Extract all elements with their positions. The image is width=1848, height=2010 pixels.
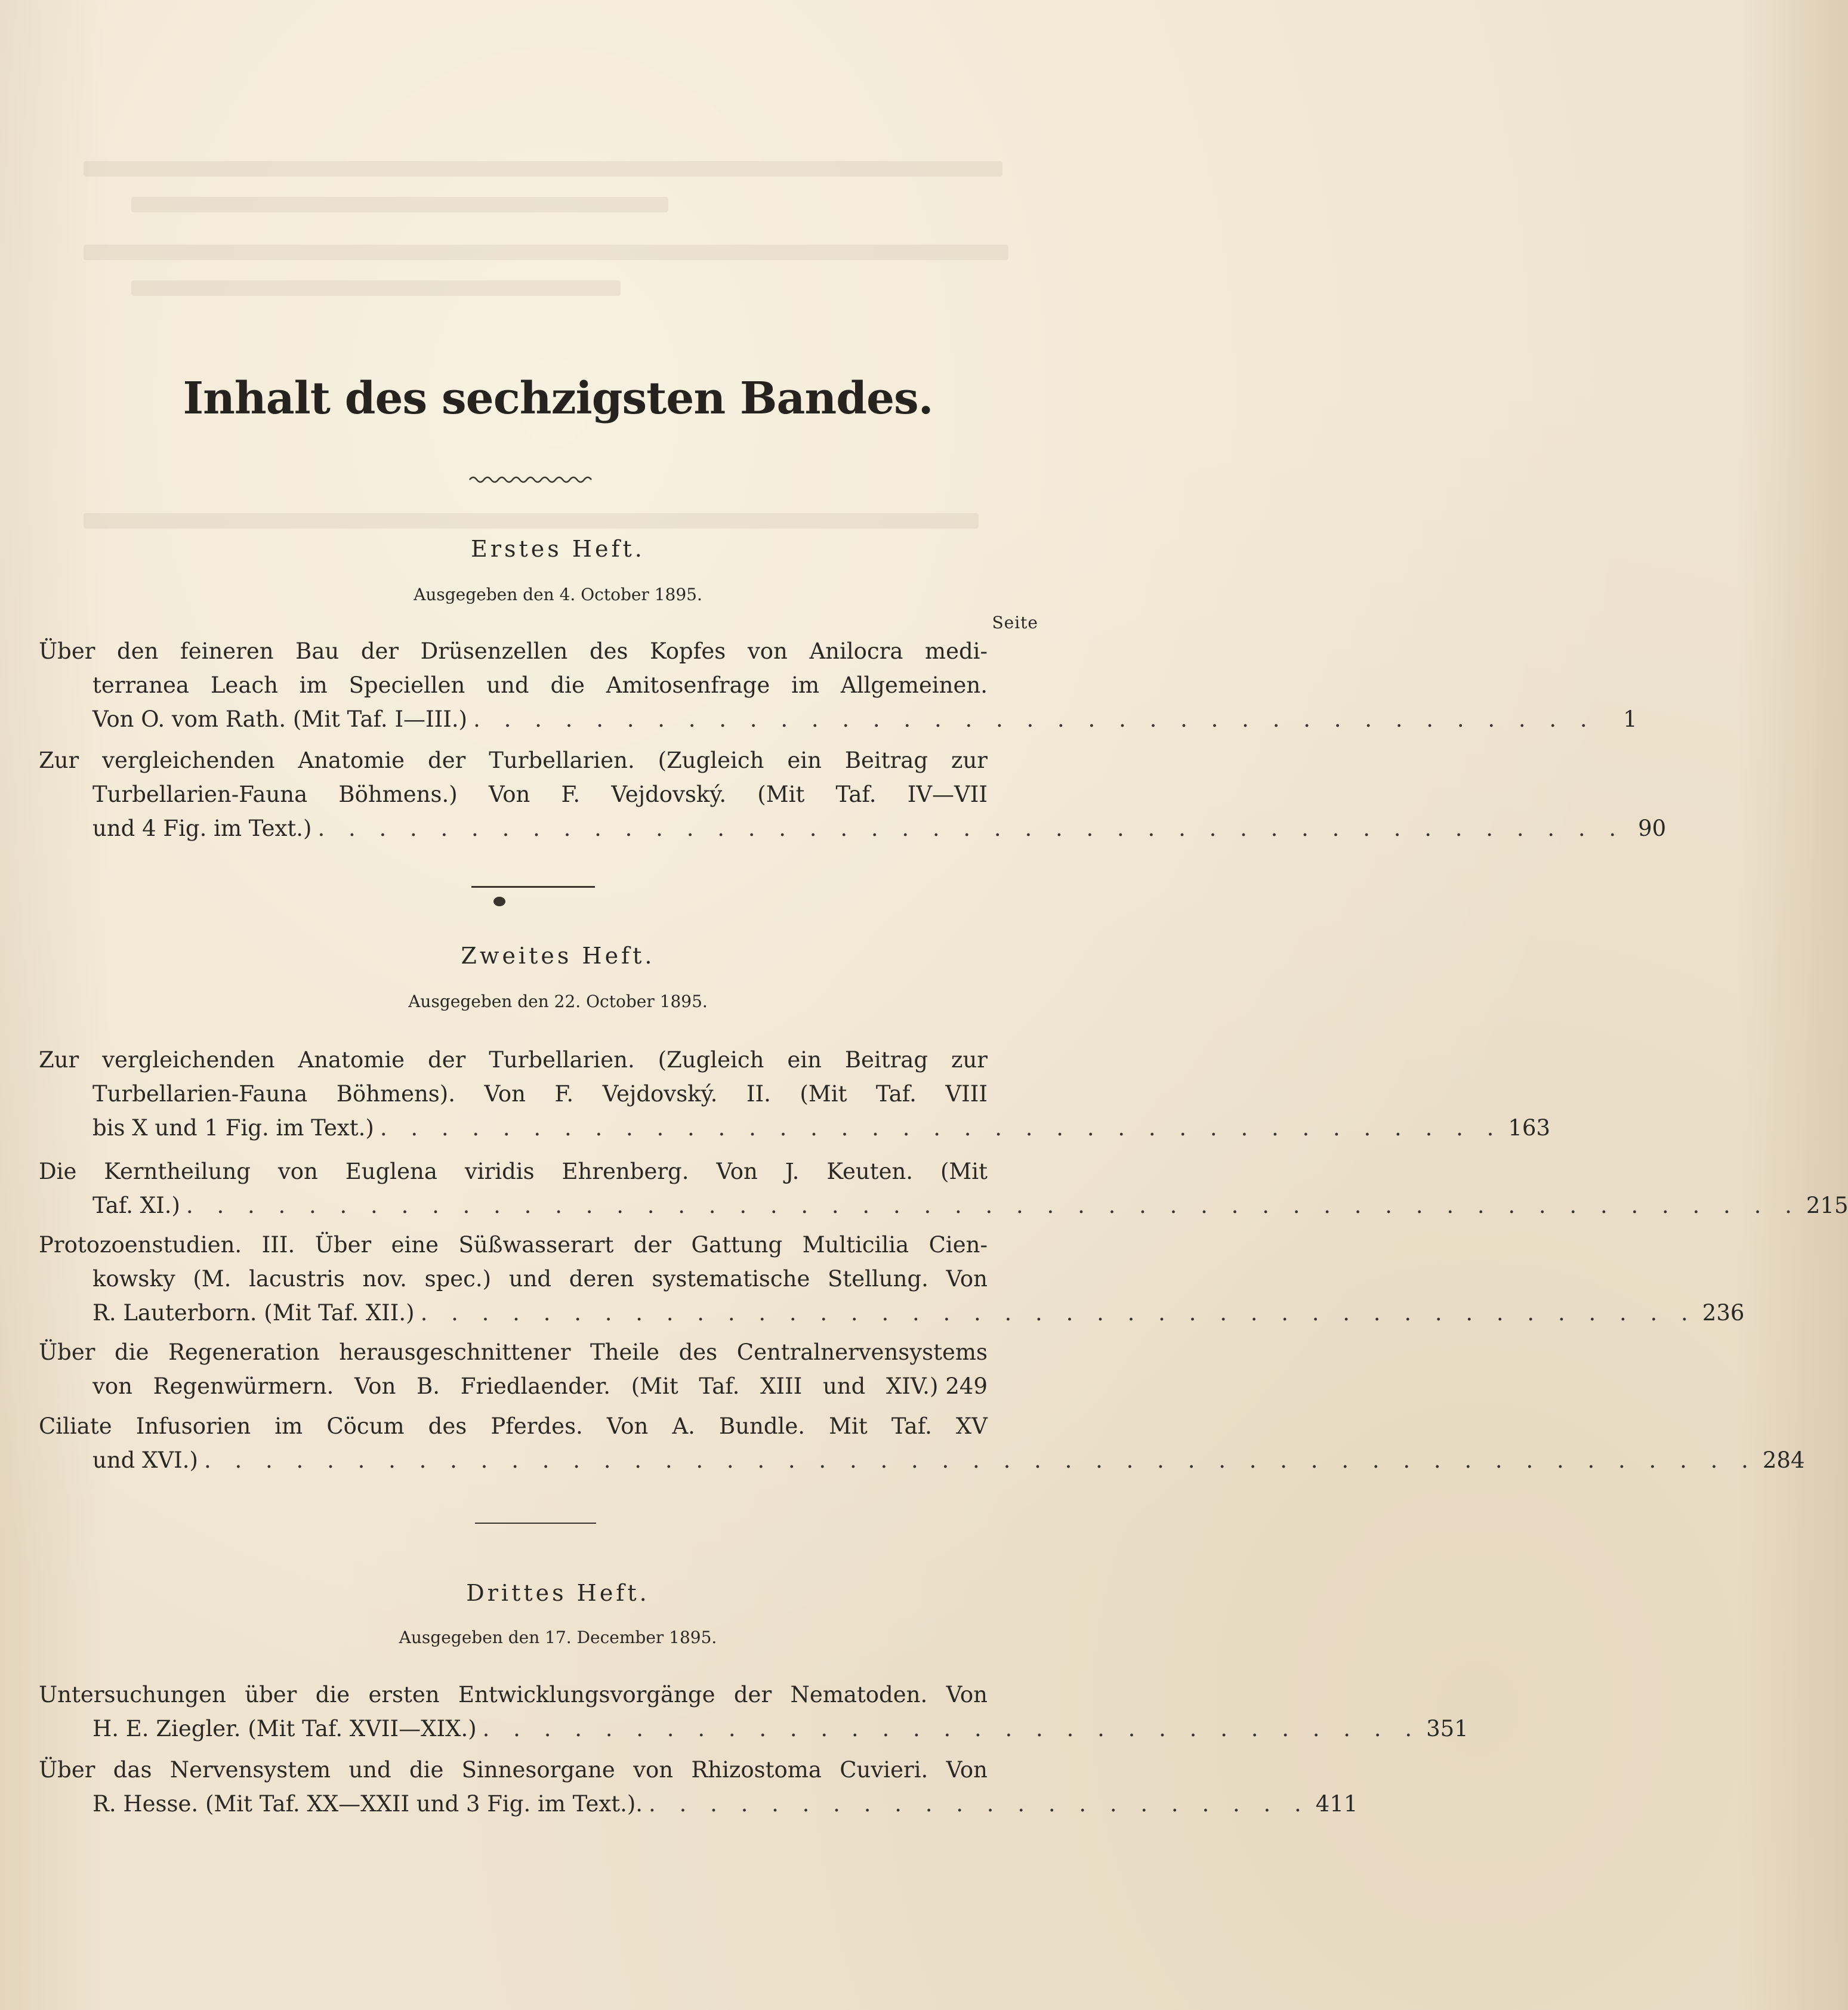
toc-entry <box>39 1043 1551 1145</box>
toc-page-number: 236 <box>1702 1300 1745 1326</box>
toc-entry-text: Turbellarien-Fauna Böhmens.) Von F. Vejdovský. (Mit Taf. IV—VII <box>92 782 988 807</box>
bleed-through-shadow <box>0 0 1116 537</box>
toc-entry <box>39 1228 1745 1330</box>
toc-entry <box>39 1335 988 1403</box>
toc-entry-text: Ciliate Infusorien im Cöcum des Pferdes. Von A. Bundle. Mit Taf. XV <box>39 1413 988 1439</box>
toc-entry <box>39 1753 1358 1821</box>
toc-page-number: 411 <box>1315 1791 1358 1817</box>
toc-entry-text: terranea Leach im Speciellen und die Amitosenfrage im Allgemeinen. <box>92 672 988 698</box>
toc-entry-text: kowsky (M. lacustris nov. spec.) und deren systematische Stellung. Von <box>92 1266 988 1292</box>
leader-dots: . . . . . . . . . . . . . . . . . . . . . . . . . . . . . . . . . . . . . . . . . . . . . . . . . . . <box>203 1447 1757 1473</box>
toc-entry-text: und 4 Fig. im Text.) <box>92 816 312 841</box>
leader-dots: . . . . . . . . . . . . . . . . . . . . . . . . . . . . . . . . . . . . . <box>473 706 1596 732</box>
toc-page-number: 90 <box>1638 816 1667 841</box>
section-date: Ausgegeben den 22. October 1895. <box>408 992 708 1011</box>
toc-entry-text: Untersuchungen über die ersten Entwicklungsvorgänge der Nematoden. Von <box>39 1682 988 1708</box>
toc-entry-text: von Regenwürmern. Von B. Friedlaender. (Mit Taf. XIII und XIV.) <box>92 1373 939 1399</box>
toc-entry <box>39 1409 1805 1477</box>
section-date: Ausgegeben den 4. October 1895. <box>414 585 702 604</box>
toc-page-number: 351 <box>1426 1716 1468 1742</box>
toc-entry-text: Protozoenstudien. III. Über eine Süßwasserart der Gattung Multicilia Cien- <box>39 1232 988 1258</box>
toc-entry <box>39 634 1637 736</box>
toc-entry <box>39 1154 1848 1222</box>
toc-page-number: 215 <box>1806 1193 1848 1218</box>
leader-dots: . . . . . . . . . . . . . . . . . . . . . . . . . . . . . . . <box>482 1716 1421 1742</box>
leader-dots: . . . . . . . . . . . . . . . . . . . . . . . . . . . . . . . . . . . . . <box>380 1115 1503 1141</box>
leader-dots: . . . . . . . . . . . . . . . . . . . . . . <box>649 1791 1310 1817</box>
toc-page-number: 249 <box>945 1373 988 1399</box>
toc-entry-text: Über den feineren Bau der Drüsenzellen des Kopfes von Anilocra medi- <box>39 638 988 664</box>
toc-entry-text: Turbellarien-Fauna Böhmens). Von F. Vejdovský. II. (Mit Taf. VIII <box>92 1081 988 1107</box>
page-title: Inhalt des sechzigsten Bandes. <box>183 373 933 424</box>
toc-entry-text: R. Hesse. (Mit Taf. XX—XXII und 3 Fig. im Text.). <box>92 1791 643 1817</box>
toc-entry-text: und XVI.) <box>92 1447 198 1473</box>
section-divider <box>475 1523 596 1524</box>
toc-page-number: 1 <box>1623 706 1637 732</box>
toc-entry-text: H. E. Ziegler. (Mit Taf. XVII—XIX.) <box>92 1716 477 1742</box>
section-divider <box>471 886 595 888</box>
toc-page-number: 284 <box>1762 1447 1805 1473</box>
leader-dots: . . . . . . . . . . . . . . . . . . . . . . . . . . . . . . . . . . . . . . . . . . . . . . . . . . . . . <box>186 1193 1800 1218</box>
toc-entry <box>39 743 1667 845</box>
toc-entry-text: R. Lauterborn. (Mit Taf. XII.) <box>92 1300 415 1326</box>
section-date: Ausgegeben den 17. December 1895. <box>399 1628 717 1647</box>
toc-entry <box>39 1678 1468 1746</box>
toc-entry-text: Zur vergleichenden Anatomie der Turbellarien. (Zugleich ein Beitrag zur <box>39 748 988 773</box>
section-heading: Zweites Heft. <box>461 943 655 969</box>
page-column-label: Seite <box>992 613 1038 632</box>
toc-entry-text: bis X und 1 Fig. im Text.) <box>92 1115 374 1141</box>
toc-entry-text: Von O. vom Rath. (Mit Taf. I—III.) <box>92 706 468 732</box>
toc-entry-text: Taf. XI.) <box>92 1193 180 1218</box>
leader-dots: . . . . . . . . . . . . . . . . . . . . . . . . . . . . . . . . . . . . . . . . . . <box>420 1300 1696 1326</box>
toc-entry-text: Zur vergleichenden Anatomie der Turbellarien. (Zugleich ein Beitrag zur <box>39 1047 988 1073</box>
toc-entry-text: Über die Regeneration herausgeschnittener Theile des Centralnervensystems <box>39 1339 988 1365</box>
toc-entry-text: Die Kerntheilung von Euglena viridis Ehrenberg. Von J. Keuten. (Mit <box>39 1159 988 1184</box>
title-ornament <box>468 474 591 486</box>
section-heading: Erstes Heft. <box>471 536 645 562</box>
toc-page-number: 163 <box>1508 1115 1551 1141</box>
divider-ornament <box>493 897 505 906</box>
leader-dots: . . . . . . . . . . . . . . . . . . . . . . . . . . . . . . . . . . . . . . . . . . . <box>317 816 1625 841</box>
section-heading: Drittes Heft. <box>466 1580 650 1606</box>
toc-entry-text: Über das Nervensystem und die Sinnesorgane von Rhizostoma Cuvieri. Von <box>39 1757 988 1783</box>
